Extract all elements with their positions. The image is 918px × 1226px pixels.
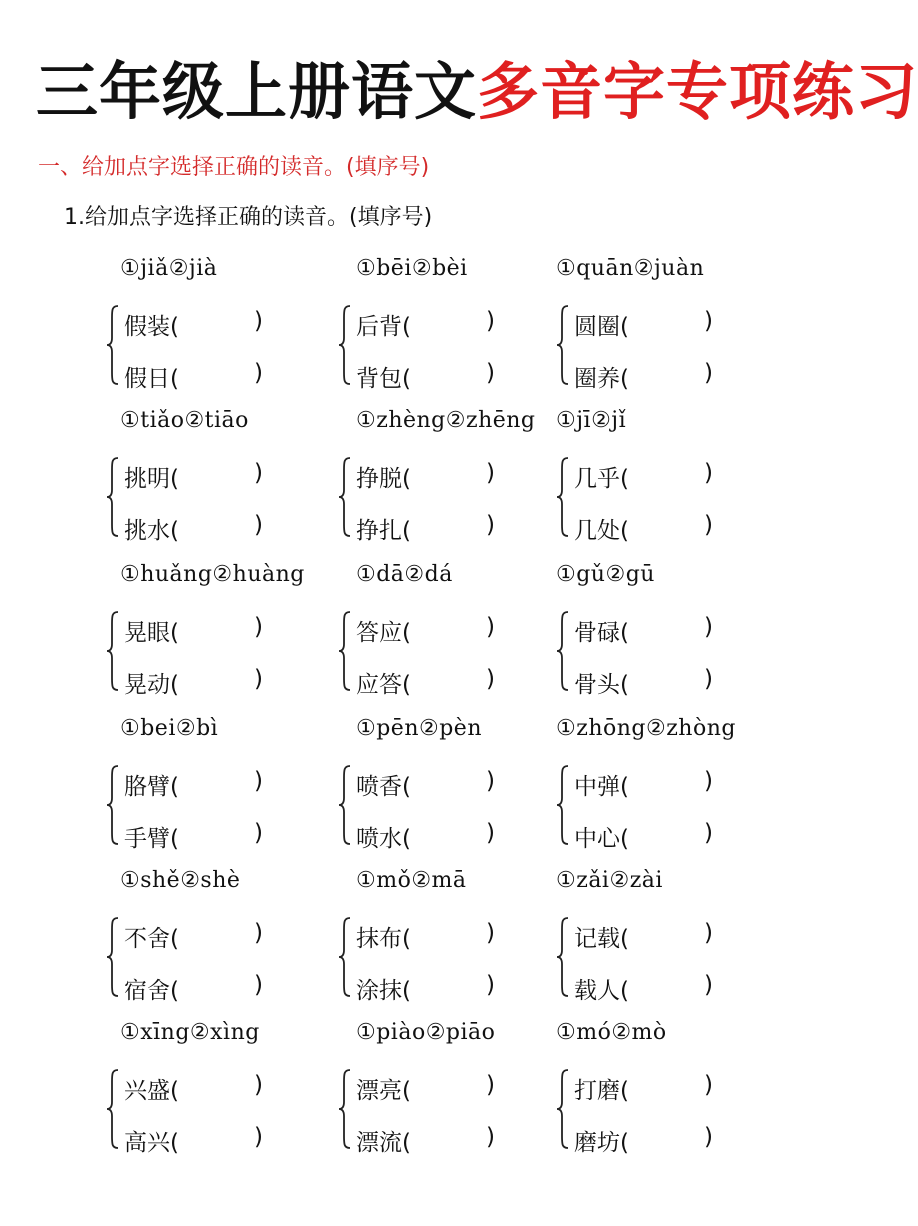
close-paren: ) <box>254 666 263 692</box>
pinyin-options: ①zǎi②zài <box>556 868 663 893</box>
word-with-open-paren: 打磨( <box>574 1078 629 1104</box>
word-with-open-paren: 挑水( <box>124 518 179 544</box>
close-paren: ) <box>486 820 495 846</box>
answer-item[interactable] <box>574 972 713 1005</box>
polyphone-group <box>338 868 568 1018</box>
word-with-open-paren: 假日( <box>124 366 179 392</box>
close-paren: ) <box>486 666 495 692</box>
polyphone-group <box>106 868 336 1018</box>
pinyin-options: ①xīng②xìng <box>120 1020 260 1045</box>
answer-item[interactable] <box>574 360 713 393</box>
word-with-open-paren: 几处( <box>574 518 629 544</box>
polyphone-group <box>338 716 568 866</box>
word-with-open-paren: 抹布( <box>356 926 411 952</box>
polyphone-group <box>338 256 568 406</box>
word-with-open-paren: 漂流( <box>356 1130 411 1156</box>
polyphone-group <box>338 408 568 558</box>
curly-brace-icon <box>556 456 570 538</box>
close-paren: ) <box>704 1124 713 1150</box>
word-with-open-paren: 中弹( <box>574 774 629 800</box>
polyphone-group <box>556 868 786 1018</box>
answer-item[interactable] <box>574 1072 713 1105</box>
word-with-open-paren: 圈养( <box>574 366 629 392</box>
pinyin-options: ①quān②juàn <box>556 256 705 281</box>
close-paren: ) <box>486 1072 495 1098</box>
close-paren: ) <box>254 460 263 486</box>
curly-brace-icon <box>106 304 120 386</box>
close-paren: ) <box>254 360 263 386</box>
polyphone-group <box>106 1020 336 1170</box>
curly-brace-icon <box>106 764 120 846</box>
pinyin-options: ①bei②bì <box>120 716 219 741</box>
close-paren: ) <box>704 308 713 334</box>
pinyin-options: ①pēn②pèn <box>356 716 482 741</box>
polyphone-group <box>106 562 336 712</box>
pinyin-options: ①piào②piāo <box>356 1020 496 1045</box>
pinyin-options: ①bēi②bèi <box>356 256 468 281</box>
polyphone-group <box>338 562 568 712</box>
curly-brace-icon <box>338 610 352 692</box>
close-paren: ) <box>704 820 713 846</box>
word-with-open-paren: 背包( <box>356 366 411 392</box>
close-paren: ) <box>254 308 263 334</box>
curly-brace-icon <box>338 456 352 538</box>
word-with-open-paren: 骨碌( <box>574 620 629 646</box>
close-paren: ) <box>704 972 713 998</box>
curly-brace-icon <box>106 1068 120 1150</box>
pinyin-options: ①jiǎ②jià <box>120 256 218 281</box>
word-with-open-paren: 中心( <box>574 826 629 852</box>
polyphone-group <box>106 256 336 406</box>
pinyin-options: ①huǎng②huàng <box>120 562 305 587</box>
curly-brace-icon <box>338 764 352 846</box>
close-paren: ) <box>704 768 713 794</box>
close-paren: ) <box>704 920 713 946</box>
polyphone-group <box>338 1020 568 1170</box>
close-paren: ) <box>254 614 263 640</box>
word-with-open-paren: 晃动( <box>124 672 179 698</box>
answer-item[interactable] <box>356 308 495 341</box>
answer-item[interactable] <box>574 308 713 341</box>
curly-brace-icon <box>106 610 120 692</box>
word-with-open-paren: 喷水( <box>356 826 411 852</box>
answer-item[interactable] <box>124 820 263 853</box>
word-with-open-paren: 不舍( <box>124 926 179 952</box>
pinyin-options: ①mǒ②mā <box>356 868 467 893</box>
word-with-open-paren: 晃眼( <box>124 620 179 646</box>
word-with-open-paren: 假装( <box>124 314 179 340</box>
close-paren: ) <box>704 460 713 486</box>
answer-item[interactable] <box>574 920 713 953</box>
curly-brace-icon <box>556 916 570 998</box>
close-paren: ) <box>486 614 495 640</box>
pinyin-options: ①jī②jǐ <box>556 408 627 433</box>
word-with-open-paren: 载人( <box>574 978 629 1004</box>
pinyin-options: ①tiǎo②tiāo <box>120 408 249 433</box>
word-with-open-paren: 记载( <box>574 926 629 952</box>
word-with-open-paren: 挣脱( <box>356 466 411 492</box>
word-with-open-paren: 应答( <box>356 672 411 698</box>
close-paren: ) <box>486 360 495 386</box>
polyphone-group <box>556 562 786 712</box>
word-with-open-paren: 胳臂( <box>124 774 179 800</box>
answer-item[interactable] <box>356 1072 495 1105</box>
word-with-open-paren: 骨头( <box>574 672 629 698</box>
close-paren: ) <box>704 614 713 640</box>
close-paren: ) <box>704 666 713 692</box>
curly-brace-icon <box>556 1068 570 1150</box>
polyphone-group <box>106 716 336 866</box>
answer-item[interactable] <box>356 512 495 545</box>
answer-item[interactable] <box>356 614 495 647</box>
close-paren: ) <box>486 460 495 486</box>
word-with-open-paren: 圆圈( <box>574 314 629 340</box>
close-paren: ) <box>486 512 495 538</box>
answer-item[interactable] <box>124 1124 263 1157</box>
answer-item[interactable] <box>574 768 713 801</box>
word-with-open-paren: 高兴( <box>124 1130 179 1156</box>
close-paren: ) <box>486 1124 495 1150</box>
curly-brace-icon <box>338 1068 352 1150</box>
close-paren: ) <box>254 512 263 538</box>
close-paren: ) <box>254 920 263 946</box>
word-with-open-paren: 后背( <box>356 314 411 340</box>
pinyin-options: ①shě②shè <box>120 868 241 893</box>
pinyin-options: ①zhōng②zhòng <box>556 716 736 741</box>
curly-brace-icon <box>106 456 120 538</box>
curly-brace-icon <box>106 916 120 998</box>
curly-brace-icon <box>556 304 570 386</box>
answer-item[interactable] <box>356 460 495 493</box>
word-with-open-paren: 兴盛( <box>124 1078 179 1104</box>
curly-brace-icon <box>338 304 352 386</box>
close-paren: ) <box>704 512 713 538</box>
answer-item[interactable] <box>356 972 495 1005</box>
answer-item[interactable] <box>574 666 713 699</box>
word-with-open-paren: 答应( <box>356 620 411 646</box>
answer-item[interactable] <box>574 1124 713 1157</box>
title-black-part: 三年级上册语文 <box>36 55 478 128</box>
answer-item[interactable] <box>574 614 713 647</box>
word-with-open-paren: 宿舍( <box>124 978 179 1004</box>
answer-item[interactable] <box>574 460 713 493</box>
curly-brace-icon <box>556 610 570 692</box>
pinyin-options: ①dā②dá <box>356 562 453 587</box>
title-red-part: 多音字专项练习 <box>477 55 918 128</box>
pinyin-options: ①zhèng②zhēng <box>356 408 536 433</box>
close-paren: ) <box>704 360 713 386</box>
answer-item[interactable] <box>124 460 263 493</box>
close-paren: ) <box>254 1124 263 1150</box>
close-paren: ) <box>704 1072 713 1098</box>
word-with-open-paren: 涂抹( <box>356 978 411 1004</box>
close-paren: ) <box>486 972 495 998</box>
close-paren: ) <box>486 308 495 334</box>
close-paren: ) <box>254 768 263 794</box>
curly-brace-icon <box>338 916 352 998</box>
close-paren: ) <box>254 1072 263 1098</box>
curly-brace-icon <box>556 764 570 846</box>
answer-item[interactable] <box>124 768 263 801</box>
answer-item[interactable] <box>356 820 495 853</box>
polyphone-group <box>556 408 786 558</box>
answer-item[interactable] <box>124 308 263 341</box>
answer-item[interactable] <box>124 972 263 1005</box>
word-with-open-paren: 挣扎( <box>356 518 411 544</box>
section-heading: 一、给加点字选择正确的读音。(填序号) <box>38 155 430 180</box>
answer-item[interactable] <box>356 360 495 393</box>
answer-item[interactable] <box>124 920 263 953</box>
close-paren: ) <box>486 920 495 946</box>
answer-item[interactable] <box>124 1072 263 1105</box>
answer-item[interactable] <box>574 820 713 853</box>
answer-item[interactable] <box>124 360 263 393</box>
word-with-open-paren: 磨坊( <box>574 1130 629 1156</box>
word-with-open-paren: 喷香( <box>356 774 411 800</box>
word-with-open-paren: 挑明( <box>124 466 179 492</box>
answer-item[interactable] <box>124 666 263 699</box>
polyphone-group <box>106 408 336 558</box>
answer-item[interactable] <box>574 512 713 545</box>
answer-item[interactable] <box>356 920 495 953</box>
answer-item[interactable] <box>124 614 263 647</box>
word-with-open-paren: 几乎( <box>574 466 629 492</box>
answer-item[interactable] <box>356 666 495 699</box>
polyphone-group <box>556 256 786 406</box>
answer-item[interactable] <box>124 512 263 545</box>
answer-item[interactable] <box>356 768 495 801</box>
question-instruction: 1.给加点字选择正确的读音。(填序号) <box>64 205 433 230</box>
word-with-open-paren: 手臂( <box>124 826 179 852</box>
polyphone-group <box>556 1020 786 1170</box>
close-paren: ) <box>254 972 263 998</box>
polyphone-group <box>556 716 786 866</box>
word-with-open-paren: 漂亮( <box>356 1078 411 1104</box>
close-paren: ) <box>486 768 495 794</box>
pinyin-options: ①mó②mò <box>556 1020 667 1045</box>
answer-item[interactable] <box>356 1124 495 1157</box>
close-paren: ) <box>254 820 263 846</box>
pinyin-options: ①gǔ②gū <box>556 562 655 587</box>
